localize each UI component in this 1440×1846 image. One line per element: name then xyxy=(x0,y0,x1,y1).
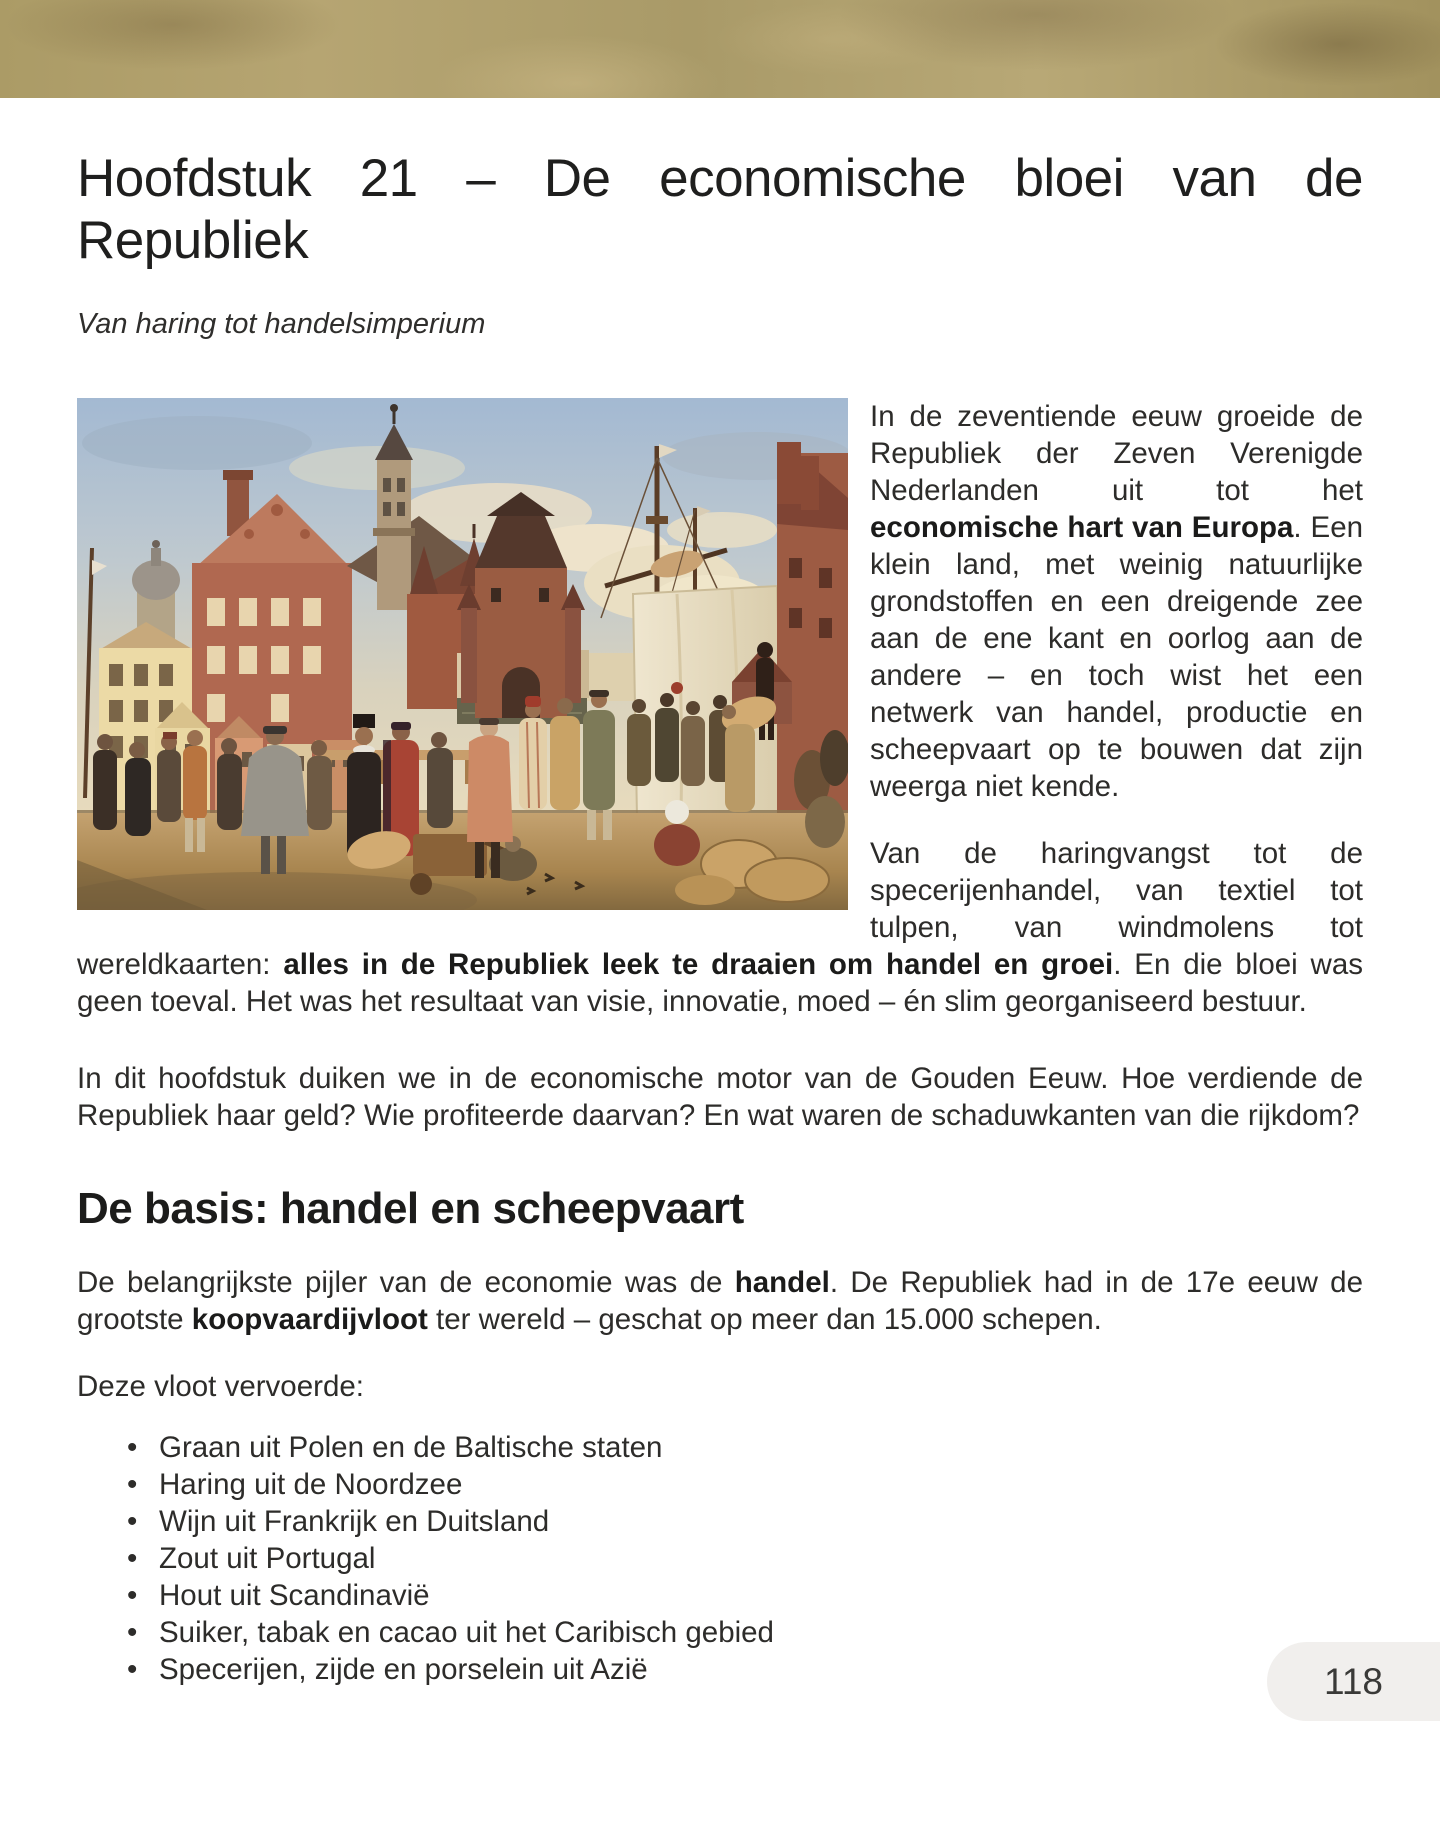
chapter-title: Hoofdstuk 21 – De economische bloei van de Republiek xyxy=(77,149,1363,270)
cargo-list-item: • Specerijen, zijde en porselein uit Azië xyxy=(127,1651,1363,1688)
cargo-list-item: • Hout uit Scandinavië xyxy=(127,1577,1363,1614)
cargo-list xyxy=(77,1429,1363,1688)
cargo-list-item: • Zout uit Portugal xyxy=(127,1540,1363,1577)
section-paragraph-1 xyxy=(77,1264,1363,1338)
cargo-list-item: • Suiker, tabak en cacao uit het Caribisch gebied xyxy=(127,1614,1363,1651)
harbor-painting xyxy=(77,398,848,910)
parchment-header-band xyxy=(0,0,1440,98)
text-segment: economische hart van Europa xyxy=(870,511,1294,544)
text-segment: koopvaardijvloot xyxy=(191,1303,428,1336)
cargo-list-item: • Haring uit de Noordzee xyxy=(127,1466,1363,1503)
intro-paragraph-3: In dit hoofdstuk duiken we in de economische motor van de Gouden Eeuw. Hoe verdiende de Republiek haar geld? Wie profiteerde daarvan? En wat waren de schaduwkanten van die rijkdom? xyxy=(77,1062,1363,1132)
cargo-list-intro: Deze vloot vervoerde: xyxy=(77,1370,364,1403)
text-segment: . Een klein land, met weinig natuurlijke grondstoffen en een dreigende zee aan de ene kant en oorlog aan de andere – en toch wist het een netwerk van handel, productie en scheepvaart op te bouwen dat zijn weerga niet kende. xyxy=(870,511,1364,803)
text-segment: Van de haringvangst tot de specerijenhandel, van textiel tot tulpen, van windmolens tot wereldkaarten: xyxy=(77,837,1363,981)
cargo-list-item: • Graan uit Polen en de Baltische staten xyxy=(127,1429,1363,1466)
cargo-list-item: • Wijn uit Frankrijk en Duitsland xyxy=(127,1503,1363,1540)
intro-section xyxy=(77,398,1363,1020)
chapter-subtitle: Van haring tot handelsimperium xyxy=(77,308,486,340)
text-segment: . De Republiek had in de 17e eeuw de grootste xyxy=(77,1266,1363,1336)
text-segment: handel xyxy=(734,1266,830,1299)
page-content xyxy=(0,148,1440,1688)
text-segment: alles in de Republiek leek te draaien om handel en groei xyxy=(283,948,1114,981)
text-segment: . En die bloei was geen toeval. Het was het resultaat van visie, innovatie, moed – én slim georganiseerd bestuur. xyxy=(77,948,1364,1018)
page-number-badge xyxy=(1267,1642,1440,1721)
page-number: 118 xyxy=(1324,1660,1383,1702)
text-segment: De belangrijkste pijler van de economie was de xyxy=(77,1266,735,1299)
text-segment: ter wereld – geschat op meer dan 15.000 schepen. xyxy=(427,1303,1102,1336)
text-segment: In de zeventiende eeuw groeide de Republiek der Zeven Verenigde Nederlanden uit tot het xyxy=(870,400,1363,507)
section-heading: De basis: handel en scheepvaart xyxy=(77,1184,744,1233)
